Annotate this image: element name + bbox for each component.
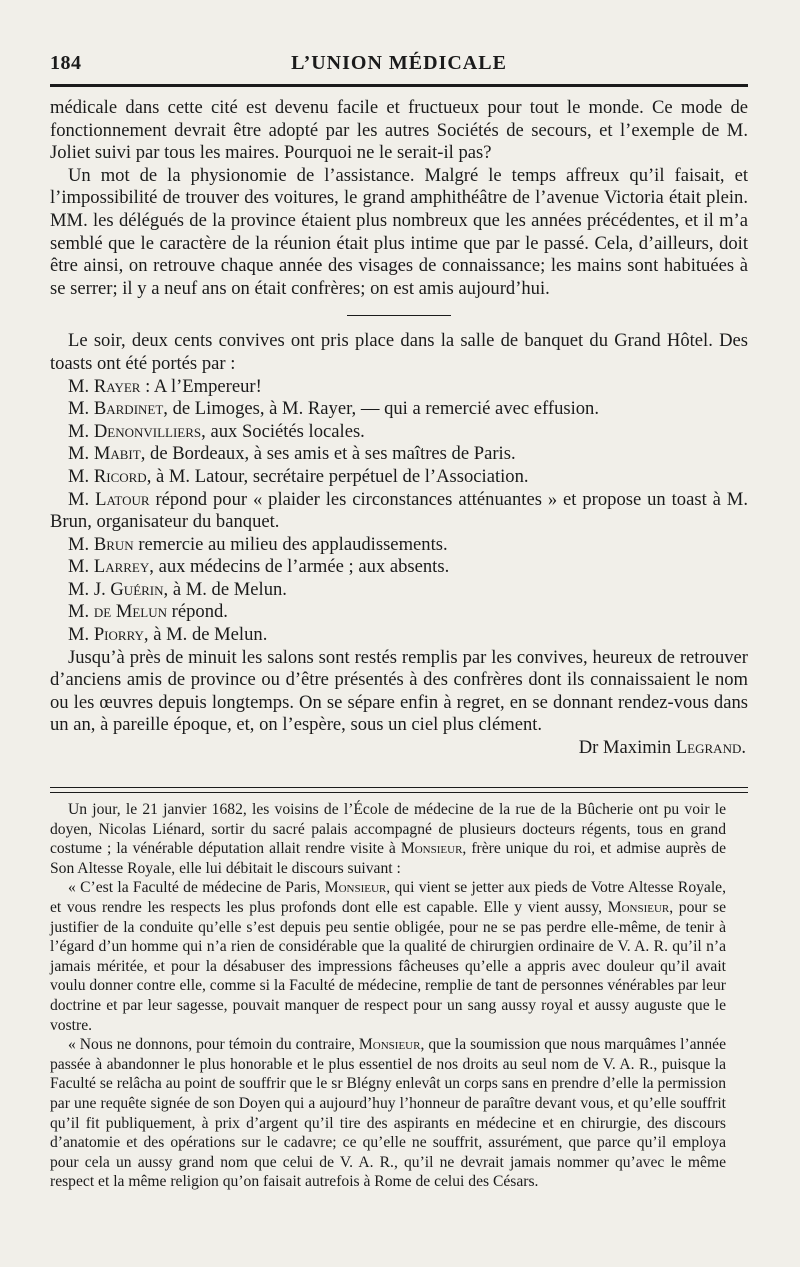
toast-item: M. Piorry, à M. de Melun.: [68, 624, 268, 646]
running-title: L’UNION MÉDICALE: [291, 52, 507, 74]
toast-item: M. Ricord, à M. Latour, secrétaire perpétuel de l’Association.: [68, 465, 529, 487]
toast-item: M. de Melun répond.: [68, 601, 228, 623]
feuilleton-paragraph: « Nous ne donnons, pour témoin du contraire, Monsieur, que la soumission que nous marquâmes l’année passée à abandonner le plus honorable et le plus essentiel de nos droits au seul nom de V. A. R., puisque la Faculté se relâcha au point de souffrir que le sr Blégny enlevât un corps sans en prendre d’elle la permission par une requête signée de son Doyen qui a aujourd’huy l’honneur de paraître devant vous, et qu’elle souffrit qu’il fit publiquement, à prix d’argent qu’il tire des aspirants en médecine et en chirurgie, des discours d’anatomie et des opérations sur le cadavre; ce qu’elle ne souffrit, assurément, que parce qu’il employa pour cela un aussy grand nom que celui de V. A. R., qu’il ne devrait jamais nommer qu’avec le même respect et la même religion qu’on faisait autrefois à Rome de celui des Césars.: [50, 1036, 726, 1191]
paragraph-continuation: médicale dans cette cité est devenu facile et fructueux pour tout le monde. Ce mode de fonctionnement devrait être adopté par les autres Sociétés de secours, et l’exemple de M. Joliet suivi par tous les maires. Pourquoi ne le serait-il pas?: [50, 97, 748, 164]
speaker-name: Mabit: [93, 443, 141, 465]
speaker-name: Brun: [93, 533, 134, 555]
speaker-name: Rayer: [93, 375, 141, 397]
feuilleton-rule: [50, 787, 748, 793]
feuilleton-text: [50, 800, 726, 1192]
speaker-name: Larrey: [93, 556, 150, 578]
toast-item: M. Larrey, aux médecins de l’armée ; aux absents.: [68, 556, 450, 578]
header-rule: [50, 84, 748, 87]
toast-item: M. Denonvilliers, aux Sociétés locales.: [68, 420, 365, 442]
feuilleton-paragraph: Un jour, le 21 janvier 1682, les voisins de l’École de médecine de la rue de la Bûcherie ont pu voir le doyen, Nicolas Liénard, sortir du sacré palais accompagné de plusieurs docteurs régents, tous en grand costume ; la vénérable députation allait rendre visite à Monsieur, frère unique du roi, et admise auprès de Son Altesse Royale, elle lui débitait le discours suivant :: [50, 801, 727, 877]
page-header: [50, 50, 748, 84]
toast-item: M. Mabit, de Bordeaux, à ses amis et à ses maîtres de Paris.: [68, 443, 516, 465]
speaker-name: Piorry: [93, 624, 144, 646]
paragraph-closing: Jusqu’à près de minuit les salons sont restés remplis par les convives, heureux de retrouver d’anciens amis de province ou d’être présentés à des confrères dont ils connaissaient le nom ou les œuvres depuis longtemps. On se sépare enfin à regret, en se donnant rendez-vous dans un an, à pareille époque, et, on l’espère, sous un ciel plus clément.: [50, 646, 748, 736]
speaker-name: Bardinet: [93, 398, 164, 420]
toast-item: M. Bardinet, de Limoges, à M. Rayer, — qui a remercié avec effusion.: [68, 398, 600, 420]
article-body: [50, 97, 748, 760]
feuilleton-paragraph: « C’est la Faculté de médecine de Paris, Monsieur, qui vient se jetter aux pieds de Votre Altesse Royale, et vous rendre les respects les plus profonds dont elle est capable. Elle y vient aussy, Monsieur, pour se justifier de la conduite qu’elle s’est depuis peu sentie obligée, pour ne se pas perdre elle-même, de tenir à l’égard d’un homme qui n’a rien de considérable que la qualité de chirurgien ordinaire de V. A. R. qu’il n’a jamais méritée, et pour la désabuser des impressions fâcheuses qu’elle a appris avec douleur qu’il avait voulu donner contre elle, comme si la Faculté de médecine, remplie de tant de personnes vénérables par leur doctrine et par leur sagesse, pouvait manquer de respect pour un sang aussy royal et aussy auguste que le vostre.: [50, 879, 726, 1034]
speaker-name: Ricord: [93, 465, 147, 487]
section-separator: [347, 315, 451, 316]
toast-item: M. J. Guérin, à M. de Melun.: [68, 578, 287, 600]
toast-item: M. Rayer : A l’Empereur!: [68, 375, 262, 397]
toast-item: M. Latour répond pour « plaider les circonstances atténuantes » et propose un toast à M. Brun, organisateur du banquet.: [50, 488, 748, 533]
speaker-name: Guérin: [110, 578, 164, 600]
speaker-name: de Melun: [93, 601, 168, 623]
author-signature: Dr Maximin Legrand.: [578, 737, 746, 759]
paragraph-banquet: Le soir, deux cents convives ont pris place dans la salle de banquet du Grand Hôtel. Des toasts ont été portés par :: [50, 330, 748, 374]
speaker-name: Denonvilliers: [93, 420, 202, 442]
toast-item: M. Brun remercie au milieu des applaudissements.: [68, 533, 448, 555]
speaker-name: Latour: [95, 488, 150, 510]
page-number: 184: [50, 52, 82, 74]
paragraph-assistance: Un mot de la physionomie de l’assistance. Malgré le temps affreux qu’il faisait, et l’impossibilité de trouver des voitures, le grand amphithéâtre de l’avenue Victoria était plein. MM. les délégués de la province étaient plus nombreux que les années précédentes, et il m’a semblé que le caractère de la réunion était plus intime que par le passé. Cela, d’ailleurs, doit être ainsi, on retrouve chaque année des visages de connaissance; les mains sont habituées à se serrer; il y a neuf ans on était confrères; on est amis aujourd’hui.: [50, 164, 748, 299]
